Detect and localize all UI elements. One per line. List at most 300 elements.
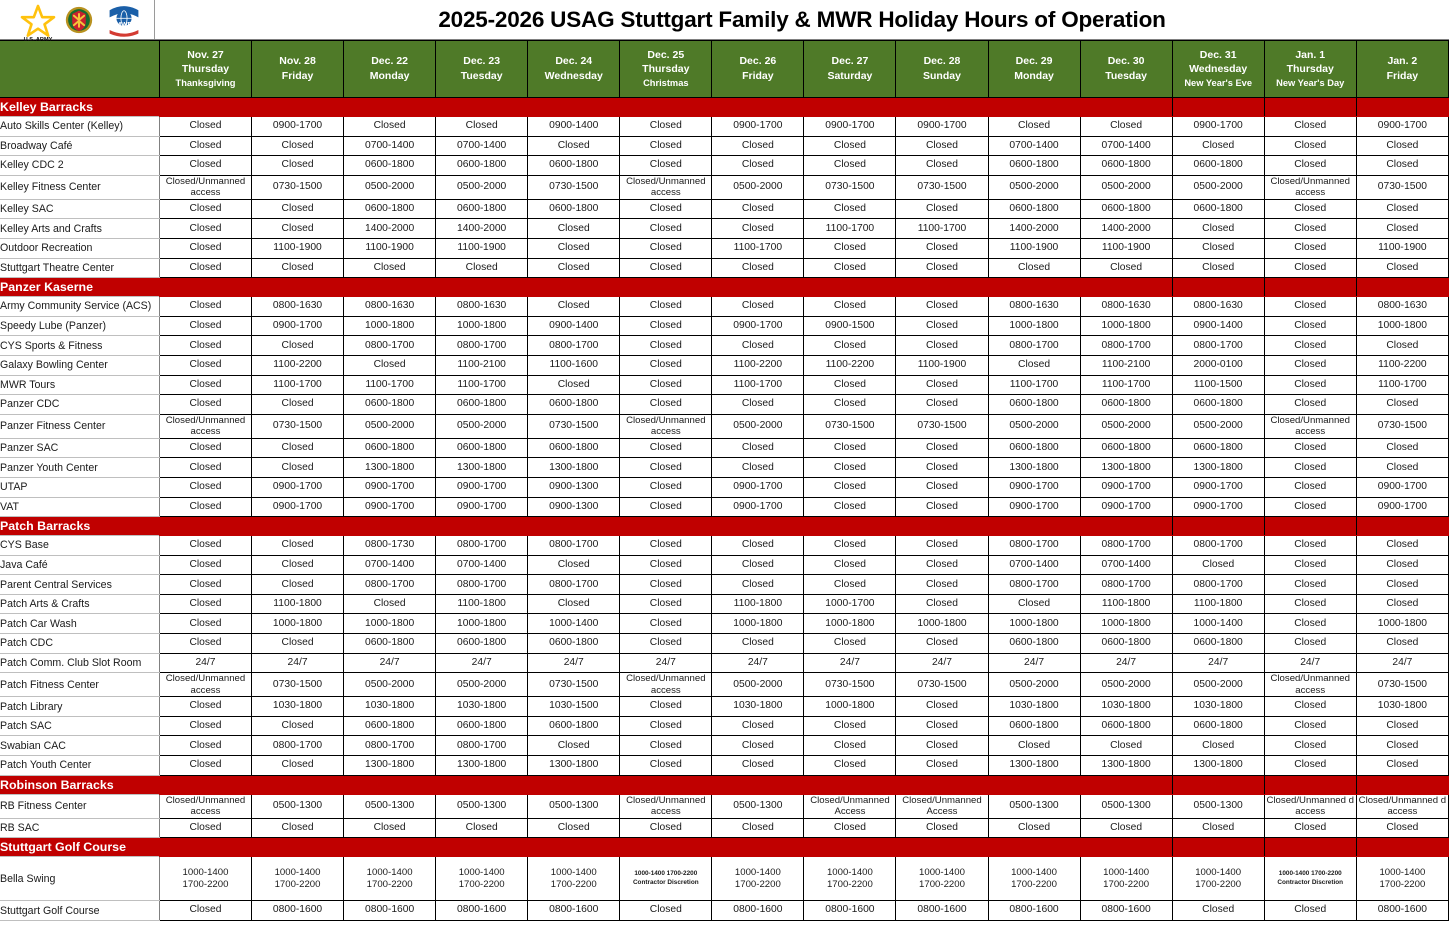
- hours-cell: Closed/Unmanned access: [159, 794, 251, 818]
- hours-cell: Closed: [620, 477, 712, 497]
- section-fill-cell: [344, 775, 436, 794]
- hours-cell: Closed: [620, 438, 712, 458]
- hours-cell: Closed: [1264, 219, 1356, 239]
- section-fill-cell: [252, 838, 344, 857]
- hours-cell: Closed: [620, 756, 712, 776]
- hours-cell: Closed: [252, 136, 344, 156]
- hours-cell: 0730-1500: [1356, 414, 1448, 438]
- column-header-weekday: Sunday: [923, 70, 961, 82]
- hours-cell: Closed: [528, 238, 620, 258]
- hours-cell: 0730-1500: [252, 414, 344, 438]
- imcom-logo: [62, 3, 96, 37]
- hours-cell: 1300-1800: [988, 756, 1080, 776]
- hours-cell: 24/7: [1356, 653, 1448, 673]
- section-fill-cell: [252, 278, 344, 297]
- hours-line: 1000-1400: [919, 867, 965, 879]
- hours-cell: 0800-1600: [1356, 901, 1448, 921]
- hours-cell: 1300-1800: [1172, 458, 1264, 478]
- section-fill-cell: [1356, 278, 1448, 297]
- hours-cell: 24/7: [1080, 653, 1172, 673]
- section-title: Stuttgart Golf Course: [0, 838, 159, 857]
- table-header: [0, 41, 1449, 98]
- hours-cell: Closed: [896, 238, 988, 258]
- hours-cell: Closed: [159, 258, 251, 278]
- facility-name: Swabian CAC: [0, 736, 159, 756]
- hours-cell: Closed: [344, 258, 436, 278]
- section-header-row: [0, 838, 1449, 857]
- hours-cell: 24/7: [344, 653, 436, 673]
- hours-cell: 0500-2000: [436, 673, 528, 697]
- hours-cell: 0900-1700: [344, 497, 436, 517]
- hours-cell: 0900-1700: [1356, 477, 1448, 497]
- section-fill-cell: [1264, 98, 1356, 117]
- hours-cell: 1000-1800: [344, 614, 436, 634]
- hours-cell: Closed: [159, 355, 251, 375]
- hours-cell: [988, 857, 1080, 901]
- hours-cell: Closed: [988, 818, 1080, 838]
- hours-cell: 1100-1500: [1172, 375, 1264, 395]
- hours-line: 1000-1400: [182, 867, 229, 879]
- hours-cell: Closed: [620, 736, 712, 756]
- hours-cell: Closed: [1264, 756, 1356, 776]
- hours-cell: Closed: [620, 117, 712, 137]
- hours-cell: Closed: [1264, 818, 1356, 838]
- hours-cell: Closed: [1172, 238, 1264, 258]
- hours-cell: Closed: [159, 219, 251, 239]
- column-header-weekday: Monday: [1014, 70, 1054, 82]
- facility-name: CYS Sports & Fitness: [0, 336, 159, 356]
- hours-cell: Closed: [252, 458, 344, 478]
- hours-line: 1700-2200: [1379, 878, 1426, 890]
- table-row: [0, 316, 1449, 336]
- hours-cell: 0600-1800: [344, 634, 436, 654]
- hours-cell: Closed: [528, 736, 620, 756]
- hours-cell: Closed: [252, 634, 344, 654]
- section-fill-cell: [896, 775, 988, 794]
- hours-cell: [528, 857, 620, 901]
- hours-cell: 0900-1700: [252, 117, 344, 137]
- hours-cell: 0900-1700: [252, 497, 344, 517]
- section-fill-cell: [528, 98, 620, 117]
- hours-line: 1700-2200: [274, 878, 321, 890]
- hours-cell: 1000-1400: [1172, 614, 1264, 634]
- hours-cell: Closed: [1264, 901, 1356, 921]
- hours-cell: Closed: [159, 614, 251, 634]
- facility-name: Speedy Lube (Panzer): [0, 316, 159, 336]
- hours-cell: 1300-1800: [1080, 756, 1172, 776]
- hours-cell: Closed: [712, 258, 804, 278]
- hours-cell: 0900-1700: [436, 477, 528, 497]
- hours-cell: Closed: [159, 336, 251, 356]
- hours-cell: 24/7: [804, 653, 896, 673]
- hours-cell: 0600-1800: [988, 438, 1080, 458]
- hours-cell: Closed: [896, 297, 988, 317]
- hours-cell: 1400-2000: [436, 219, 528, 239]
- section-fill-cell: [1080, 278, 1172, 297]
- hours-cell: 0900-1700: [252, 316, 344, 336]
- hours-cell: 0800-1700: [1080, 575, 1172, 595]
- hours-cell: 1300-1800: [436, 756, 528, 776]
- column-header-date: Dec. 27: [831, 55, 869, 68]
- column-header-13: [1264, 41, 1356, 98]
- hours-cell: 0730-1500: [804, 175, 896, 199]
- section-fill-cell: [1080, 517, 1172, 536]
- hours-cell: Closed: [1080, 736, 1172, 756]
- section-fill-cell: [159, 517, 251, 536]
- hours-cell: Closed: [1264, 575, 1356, 595]
- hours-cell: Closed: [804, 156, 896, 176]
- hours-cell: 0600-1800: [988, 395, 1080, 415]
- hours-cell: Closed: [804, 497, 896, 517]
- hours-line: 1700-2200: [458, 878, 505, 890]
- facility-name: Patch Library: [0, 697, 159, 717]
- hours-cell: Closed: [528, 555, 620, 575]
- hours-cell: Closed: [620, 697, 712, 717]
- table-row: [0, 901, 1449, 921]
- hours-cell: Closed: [252, 536, 344, 556]
- hours-cell: 0600-1800: [344, 156, 436, 176]
- hours-cell: Closed: [620, 136, 712, 156]
- hours-cell: Closed: [896, 716, 988, 736]
- hours-cell: 0800-1700: [436, 536, 528, 556]
- section-fill-cell: [712, 517, 804, 536]
- hours-cell: Closed: [712, 336, 804, 356]
- column-header-date: Dec. 30: [1107, 55, 1145, 68]
- hours-cell: Closed: [804, 818, 896, 838]
- hours-cell: 0600-1800: [988, 634, 1080, 654]
- column-header-weekday: Thursday: [1286, 63, 1334, 76]
- section-header-row: [0, 517, 1449, 536]
- table-row: [0, 156, 1449, 176]
- hours-cell: 0600-1800: [1080, 438, 1172, 458]
- hours-cell: 0600-1800: [1172, 438, 1264, 458]
- hours-cell: Closed: [1264, 458, 1356, 478]
- facility-name: Panzer SAC: [0, 438, 159, 458]
- hours-cell: Closed: [1356, 736, 1448, 756]
- hours-cell: 24/7: [528, 653, 620, 673]
- section-fill-cell: [1172, 517, 1264, 536]
- section-fill-cell: [620, 838, 712, 857]
- hours-cell: 1030-1800: [1172, 697, 1264, 717]
- hours-cell: 1000-1800: [988, 614, 1080, 634]
- hours-cell: Closed: [159, 697, 251, 717]
- facility-name: Patch CDC: [0, 634, 159, 654]
- hours-cell: Closed: [1172, 555, 1264, 575]
- hours-cell: 0800-1700: [252, 736, 344, 756]
- hours-cell: Closed: [159, 536, 251, 556]
- hours-cell: Closed: [528, 136, 620, 156]
- hours-cell: Closed: [712, 156, 804, 176]
- hours-cell: Closed: [159, 634, 251, 654]
- hours-cell: Closed: [896, 697, 988, 717]
- hours-cell: Closed: [344, 818, 436, 838]
- hours-cell: Closed: [159, 901, 251, 921]
- hours-cell: Closed: [620, 716, 712, 736]
- hours-cell: 1100-1700: [1080, 375, 1172, 395]
- hours-cell: Closed/Unmanned Access: [804, 794, 896, 818]
- section-fill-cell: [988, 775, 1080, 794]
- hours-cell: 1000-1800: [988, 316, 1080, 336]
- hours-cell: Closed: [252, 438, 344, 458]
- hours-cell: 0900-1700: [804, 117, 896, 137]
- hours-cell: Closed: [1356, 756, 1448, 776]
- hours-cell: 0500-1300: [436, 794, 528, 818]
- facility-name: Stuttgart Golf Course: [0, 901, 159, 921]
- section-fill-cell: [1172, 775, 1264, 794]
- section-fill-cell: [159, 775, 251, 794]
- hours-cell: 0600-1800: [344, 716, 436, 736]
- hours-cell: 0800-1700: [1080, 536, 1172, 556]
- table-row: [0, 355, 1449, 375]
- facility-name: Patch Car Wash: [0, 614, 159, 634]
- hours-cell: 0600-1800: [436, 395, 528, 415]
- page-title-container: [155, 0, 1449, 39]
- section-fill-cell: [528, 278, 620, 297]
- hours-cell: Closed: [712, 199, 804, 219]
- hours-cell: Closed: [1264, 136, 1356, 156]
- hours-cell: Closed: [1356, 634, 1448, 654]
- facility-name: Kelley CDC 2: [0, 156, 159, 176]
- hours-line: 1700-2200: [1195, 878, 1242, 890]
- section-fill-cell: [1172, 278, 1264, 297]
- table-row: [0, 175, 1449, 199]
- hours-cell: 0600-1800: [528, 199, 620, 219]
- hours-cell: Closed: [712, 395, 804, 415]
- hours-cell: 0600-1800: [1080, 716, 1172, 736]
- hours-cell: Closed: [804, 736, 896, 756]
- hours-cell: Closed: [1264, 614, 1356, 634]
- hours-cell: 0800-1600: [712, 901, 804, 921]
- section-fill-cell: [159, 838, 251, 857]
- hours-cell: 1100-1700: [436, 375, 528, 395]
- hours-cell: Closed: [159, 297, 251, 317]
- hours-cell: Closed: [159, 555, 251, 575]
- section-fill-cell: [436, 278, 528, 297]
- hours-cell: Closed: [1264, 156, 1356, 176]
- hours-cell: 0600-1800: [528, 395, 620, 415]
- table-row: [0, 794, 1449, 818]
- column-header-date: Nov. 28: [279, 55, 316, 68]
- section-fill-cell: [712, 278, 804, 297]
- hours-cell: Closed: [1080, 258, 1172, 278]
- hours-cell: 1100-2100: [1080, 355, 1172, 375]
- hours-cell: 0600-1800: [436, 634, 528, 654]
- hours-cell: Closed: [896, 536, 988, 556]
- hours-cell: Closed: [528, 258, 620, 278]
- facility-name: Panzer Fitness Center: [0, 414, 159, 438]
- table-row: [0, 477, 1449, 497]
- hours-cell: Closed: [620, 336, 712, 356]
- hours-cell: Closed: [896, 736, 988, 756]
- hours-cell: 0900-1400: [528, 316, 620, 336]
- hours-cell: 0600-1800: [528, 634, 620, 654]
- hours-cell: 0800-1700: [436, 736, 528, 756]
- column-header-weekday: Wednesday: [1189, 63, 1248, 76]
- facility-name: VAT: [0, 497, 159, 517]
- hours-line: 1000-1400: [1103, 867, 1150, 879]
- table-row: [0, 297, 1449, 317]
- hours-cell: 0600-1800: [1172, 199, 1264, 219]
- hours-cell: 0900-1700: [1172, 477, 1264, 497]
- hours-cell: [804, 857, 896, 901]
- hours-cell: Closed: [896, 199, 988, 219]
- hours-cell: Closed: [344, 355, 436, 375]
- hours-cell: Closed: [712, 297, 804, 317]
- hours-cell: 1000-1800: [712, 614, 804, 634]
- section-fill-cell: [1172, 838, 1264, 857]
- svg-text:U.S. ARMY: U.S. ARMY: [23, 36, 53, 43]
- hours-cell: 1100-1900: [344, 238, 436, 258]
- hours-cell: 1100-2200: [252, 355, 344, 375]
- hours-cell: 1100-1800: [252, 594, 344, 614]
- hours-cell: 24/7: [896, 653, 988, 673]
- hours-cell: Closed: [1172, 736, 1264, 756]
- hours-cell: Closed: [620, 555, 712, 575]
- hours-cell: 0900-1700: [988, 497, 1080, 517]
- facility-name: RB Fitness Center: [0, 794, 159, 818]
- hours-cell: 1100-1900: [436, 238, 528, 258]
- facility-name: Galaxy Bowling Center: [0, 355, 159, 375]
- section-fill-cell: [436, 775, 528, 794]
- hours-cell: Closed: [252, 219, 344, 239]
- hours-cell: 24/7: [988, 653, 1080, 673]
- hours-cell: 0700-1400: [1080, 555, 1172, 575]
- column-header-weekday: Friday: [1386, 70, 1419, 82]
- column-header-date: Dec. 22: [371, 55, 408, 68]
- hours-cell: Closed: [159, 438, 251, 458]
- hours-cell: Closed: [620, 575, 712, 595]
- hours-cell: Closed/Unmanned access: [620, 414, 712, 438]
- hours-cell: 0900-1400: [528, 117, 620, 137]
- hours-cell: 1300-1800: [344, 458, 436, 478]
- hours-cell: Closed: [1264, 716, 1356, 736]
- column-header-5: [528, 41, 620, 98]
- hours-cell: 0800-1730: [344, 536, 436, 556]
- hours-cell: Closed: [159, 497, 251, 517]
- hours-cell: 1030-1500: [528, 697, 620, 717]
- hours-cell: Closed: [620, 458, 712, 478]
- hours-cell: Closed: [804, 555, 896, 575]
- hours-cell: Closed: [159, 316, 251, 336]
- hours-cell: 0600-1800: [988, 716, 1080, 736]
- hours-cell: 0800-1630: [252, 297, 344, 317]
- hours-cell: 0500-2000: [344, 175, 436, 199]
- section-fill-cell: [620, 278, 712, 297]
- section-title: Robinson Barracks: [0, 775, 159, 794]
- hours-line: 1000-1400: [550, 867, 597, 879]
- column-header-weekday: Thursday: [642, 63, 690, 76]
- table-row: [0, 136, 1449, 156]
- hours-cell: Closed: [804, 438, 896, 458]
- hours-cell: 1000-1800: [804, 614, 896, 634]
- hours-cell: Closed: [1356, 199, 1448, 219]
- hours-cell: Closed: [159, 458, 251, 478]
- hours-cell: Closed: [712, 634, 804, 654]
- hours-cell: 0500-2000: [436, 414, 528, 438]
- hours-cell: Closed: [159, 716, 251, 736]
- hours-cell: 24/7: [252, 653, 344, 673]
- hours-cell: 0800-1700: [988, 575, 1080, 595]
- section-fill-cell: [344, 278, 436, 297]
- hours-line: 1000-1400: [1379, 867, 1426, 879]
- column-header-3: [344, 41, 436, 98]
- hours-cell: Closed: [620, 199, 712, 219]
- hours-cell: 1000-1700: [804, 594, 896, 614]
- section-header-row: [0, 775, 1449, 794]
- table-row: [0, 653, 1449, 673]
- hours-cell: 0500-1300: [344, 794, 436, 818]
- table-row: [0, 634, 1449, 654]
- table-row: [0, 697, 1449, 717]
- hours-cell: 0500-2000: [988, 414, 1080, 438]
- hours-cell: 0500-2000: [712, 414, 804, 438]
- hours-cell: 24/7: [712, 653, 804, 673]
- hours-cell: Closed: [1356, 536, 1448, 556]
- hours-cell: Closed/Unmanned access: [159, 414, 251, 438]
- hours-cell: Closed: [1264, 697, 1356, 717]
- column-header-1: [159, 41, 251, 98]
- hours-cell: 1100-1900: [252, 238, 344, 258]
- section-fill-cell: [896, 517, 988, 536]
- column-header-date: Dec. 28: [923, 55, 961, 68]
- hours-cell: 0600-1800: [528, 438, 620, 458]
- facility-name: Parent Central Services: [0, 575, 159, 595]
- table-row: [0, 536, 1449, 556]
- hours-cell: 1000-1800: [804, 697, 896, 717]
- hours-cell: [436, 857, 528, 901]
- section-fill-cell: [252, 775, 344, 794]
- hours-cell: 0800-1600: [528, 901, 620, 921]
- column-header-7: [712, 41, 804, 98]
- hours-cell: 0500-2000: [1172, 175, 1264, 199]
- column-header-holiday: New Year's Eve: [1184, 78, 1253, 89]
- hours-cell: 0600-1800: [344, 199, 436, 219]
- column-header-date: Dec. 24: [555, 55, 593, 68]
- hours-cell: 0700-1400: [988, 555, 1080, 575]
- hours-cell: Closed: [1356, 219, 1448, 239]
- table-row: [0, 716, 1449, 736]
- hours-cell: [1356, 857, 1448, 901]
- hours-cell: 0600-1800: [1080, 156, 1172, 176]
- hours-cell: 0800-1600: [436, 901, 528, 921]
- hours-cell: Closed: [1356, 575, 1448, 595]
- hours-cell: 0800-1700: [344, 336, 436, 356]
- section-fill-cell: [528, 775, 620, 794]
- hours-cell: Closed: [528, 375, 620, 395]
- mwr-logo: [106, 3, 140, 37]
- hours-cell: Closed: [804, 716, 896, 736]
- hours-cell: 1030-1800: [988, 697, 1080, 717]
- facility-name: RB SAC: [0, 818, 159, 838]
- hours-cell: 0500-1300: [528, 794, 620, 818]
- hours-cell: Closed: [1172, 136, 1264, 156]
- hours-cell: [1080, 857, 1172, 901]
- column-header-11: [1080, 41, 1172, 98]
- hours-cell: 0600-1800: [528, 716, 620, 736]
- hours-cell: Closed/Unmanned access: [620, 175, 712, 199]
- section-title: Patch Barracks: [0, 517, 159, 536]
- hours-cell: Closed/Unmanned access: [1264, 175, 1356, 199]
- hours-cell: Closed: [1264, 375, 1356, 395]
- section-fill-cell: [528, 838, 620, 857]
- hours-cell: Closed: [159, 136, 251, 156]
- hours-line: 1700-2200: [182, 878, 229, 890]
- column-header-4: [436, 41, 528, 98]
- facility-name: Java Café: [0, 555, 159, 575]
- section-fill-cell: [712, 775, 804, 794]
- hours-cell: Closed: [804, 458, 896, 478]
- hours-cell: Closed: [1264, 438, 1356, 458]
